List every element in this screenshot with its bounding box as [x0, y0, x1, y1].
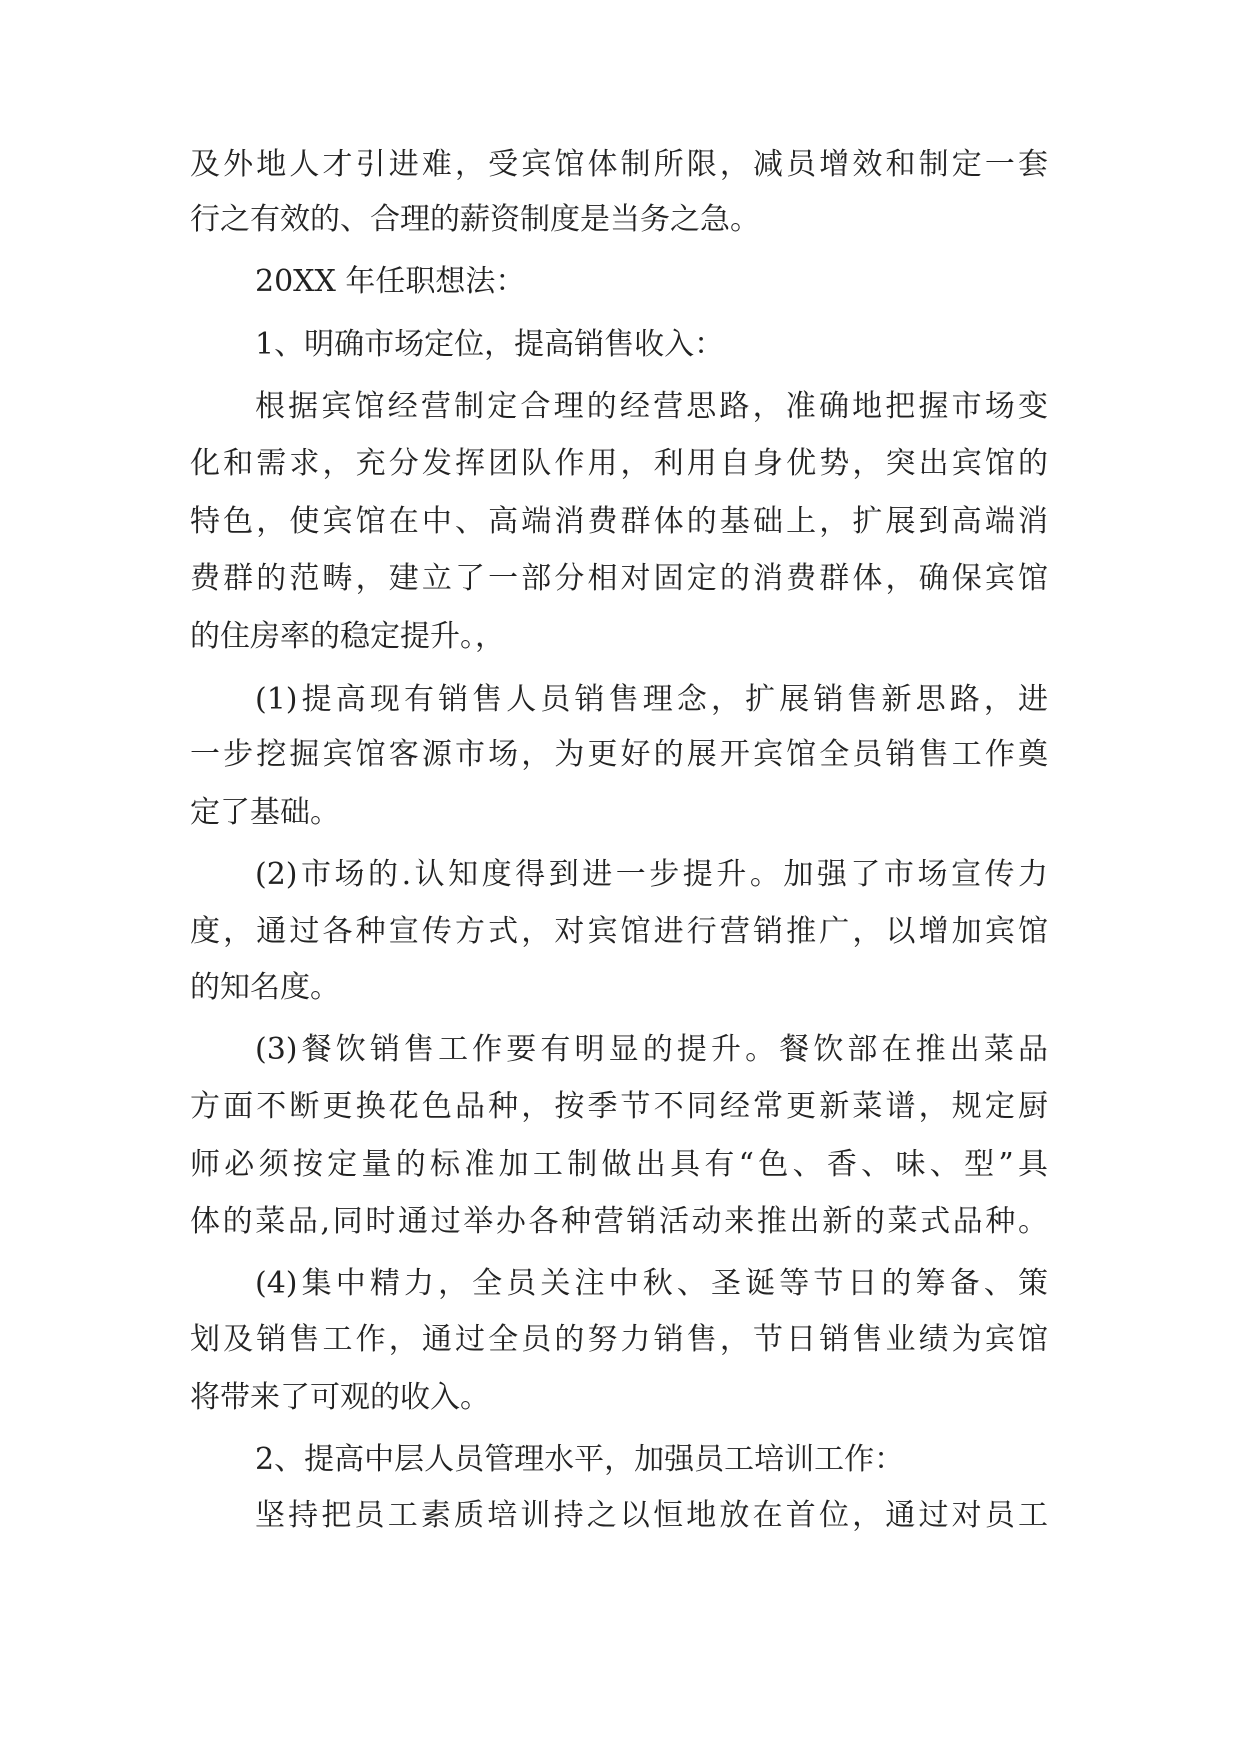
text-line: 的住房率的稳定提升。，	[190, 619, 505, 654]
text-line: 及外地人才引进难，受宾馆体制所限，减员增效和制定一套	[190, 147, 1048, 182]
text-line: (3)餐饮销售工作要有明显的提升。餐饮部在推出菜品	[255, 1032, 1048, 1067]
text-line: 1、明确市场定位，提高销售收入：	[255, 327, 725, 362]
text-line: 划及销售工作，通过全员的努力销售，节日销售业绩为宾馆	[190, 1322, 1048, 1357]
text-line: 根据宾馆经营制定合理的经营思路，准确地把握市场变	[255, 389, 1048, 424]
text-line: 费群的范畴，建立了一部分相对固定的消费群体，确保宾馆	[190, 561, 1048, 596]
text-line: (2)市场的.认知度得到进一步提升。加强了市场宣传力	[255, 857, 1048, 892]
text-line: (4)集中精力，全员关注中秋、圣诞等节日的筹备、策	[255, 1266, 1048, 1301]
text-line: 行之有效的、合理的薪资制度是当务之急。	[190, 202, 760, 237]
text-line: 一步挖掘宾馆客源市场，为更好的展开宾馆全员销售工作奠	[190, 737, 1048, 772]
text-line: 20XX 年任职想法：	[255, 264, 526, 299]
text-line: 将带来了可观的收入。	[190, 1380, 490, 1415]
text-line: 度，通过各种宣传方式，对宾馆进行营销推广，以增加宾馆	[190, 914, 1048, 949]
text-line: (1)提高现有销售人员销售理念，扩展销售新思路，进	[255, 682, 1048, 717]
text-line: 方面不断更换花色品种，按季节不同经常更新菜谱，规定厨	[190, 1089, 1048, 1124]
text-line: 的知名度。	[190, 970, 340, 1005]
text-line: 化和需求，充分发挥团队作用，利用自身优势，突出宾馆的	[190, 446, 1048, 481]
text-line: 体的菜品,同时通过举办各种营销活动来推出新的菜式品种。	[190, 1204, 1048, 1239]
text-line: 定了基础。	[190, 795, 340, 830]
text-line: 2、提高中层人员管理水平，加强员工培训工作：	[255, 1442, 905, 1477]
text-line: 特色，使宾馆在中、高端消费群体的基础上，扩展到高端消	[190, 504, 1048, 539]
text-line: 坚持把员工素质培训持之以恒地放在首位，通过对员工	[255, 1498, 1048, 1533]
text-line: 师必须按定量的标准加工制做出具有“色、香、味、型”具	[190, 1147, 1048, 1182]
